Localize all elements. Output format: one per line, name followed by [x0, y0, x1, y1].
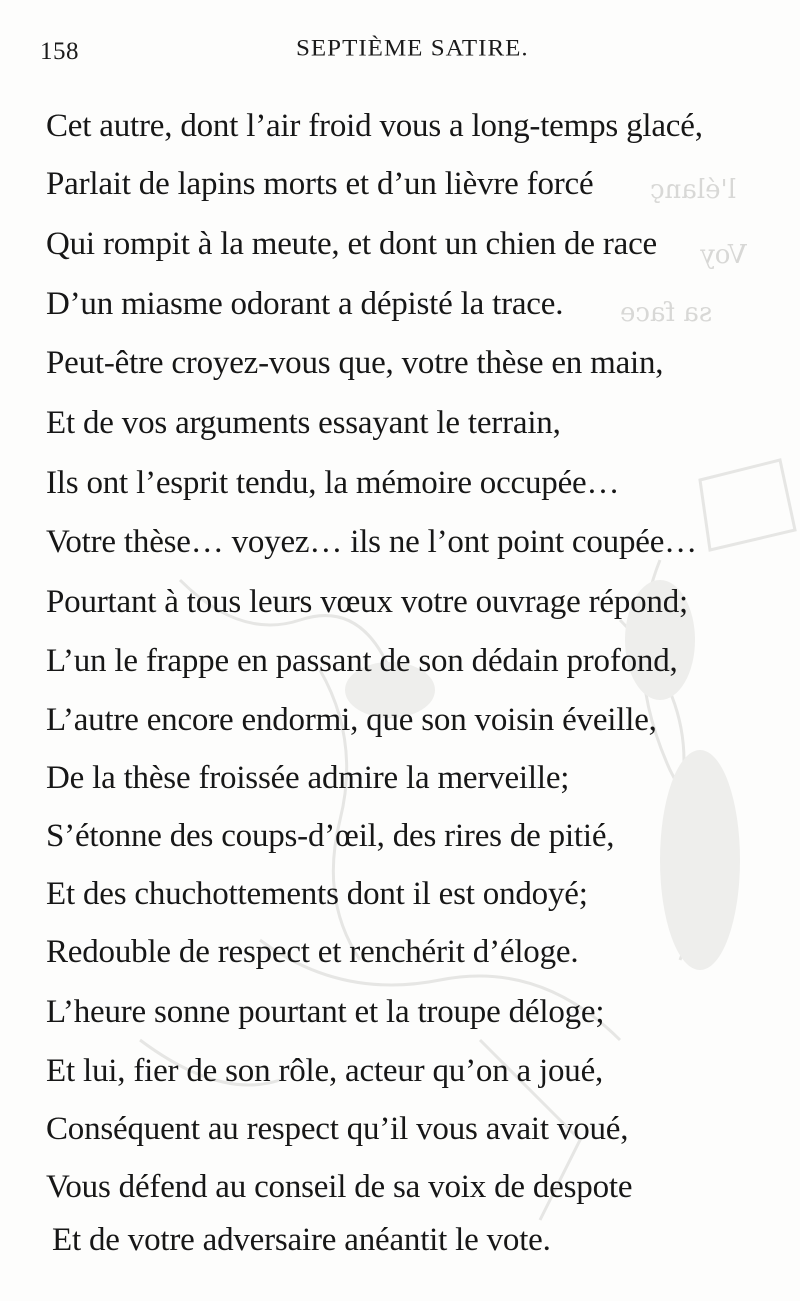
verse-line: Vous défend au conseil de sa voix de despote [46, 1169, 633, 1205]
verse-line: L’un le frappe en passant de son dédain profond, [46, 643, 678, 679]
bleed-through-text: Voy [700, 240, 747, 270]
verse-line: D’un miasme odorant a dépisté la trace. [46, 286, 564, 322]
verse-line: De la thèse froissée admire la merveille; [46, 760, 570, 796]
verse-line: Peut-être croyez-vous que, votre thèse en main, [46, 345, 664, 381]
verse-line: Pourtant à tous leurs vœux votre ouvrage répond; [46, 584, 689, 620]
running-head: SEPTIÈME SATIRE. [296, 36, 529, 61]
verse-line: Et de votre adversaire anéantit le vote. [52, 1222, 551, 1258]
page-number: 158 [40, 38, 79, 65]
verse-line: Et lui, fier de son rôle, acteur qu’on a joué, [46, 1053, 604, 1089]
bleed-through-text: sa face [620, 298, 713, 328]
verse-line: Qui rompit à la meute, et dont un chien de race [46, 226, 657, 262]
verse-line: Cet autre, dont l’air froid vous a long-temps glacé, [46, 108, 703, 144]
verse-line: L’heure sonne pourtant et la troupe déloge; [46, 994, 605, 1030]
verse-line: L’autre encore endormi, que son voisin éveille, [46, 702, 657, 738]
bleed-through-text: l'élanç [650, 175, 736, 205]
verse-line: Conséquent au respect qu’il vous avait voué, [46, 1111, 629, 1147]
verse-line: Parlait de lapins morts et d’un lièvre forcé [46, 166, 594, 202]
verse-line: Et des chuchottements dont il est ondoyé; [46, 876, 588, 912]
verse-line: S’étonne des coups-d’œil, des rires de pitié, [46, 818, 615, 854]
verse-line: Votre thèse… voyez… ils ne l’ont point coupée… [46, 524, 697, 560]
verse-line: Ils ont l’esprit tendu, la mémoire occupée… [46, 465, 620, 501]
verse-line: Et de vos arguments essayant le terrain, [46, 405, 561, 441]
verse-line: Redouble de respect et renchérit d’éloge. [46, 934, 579, 970]
